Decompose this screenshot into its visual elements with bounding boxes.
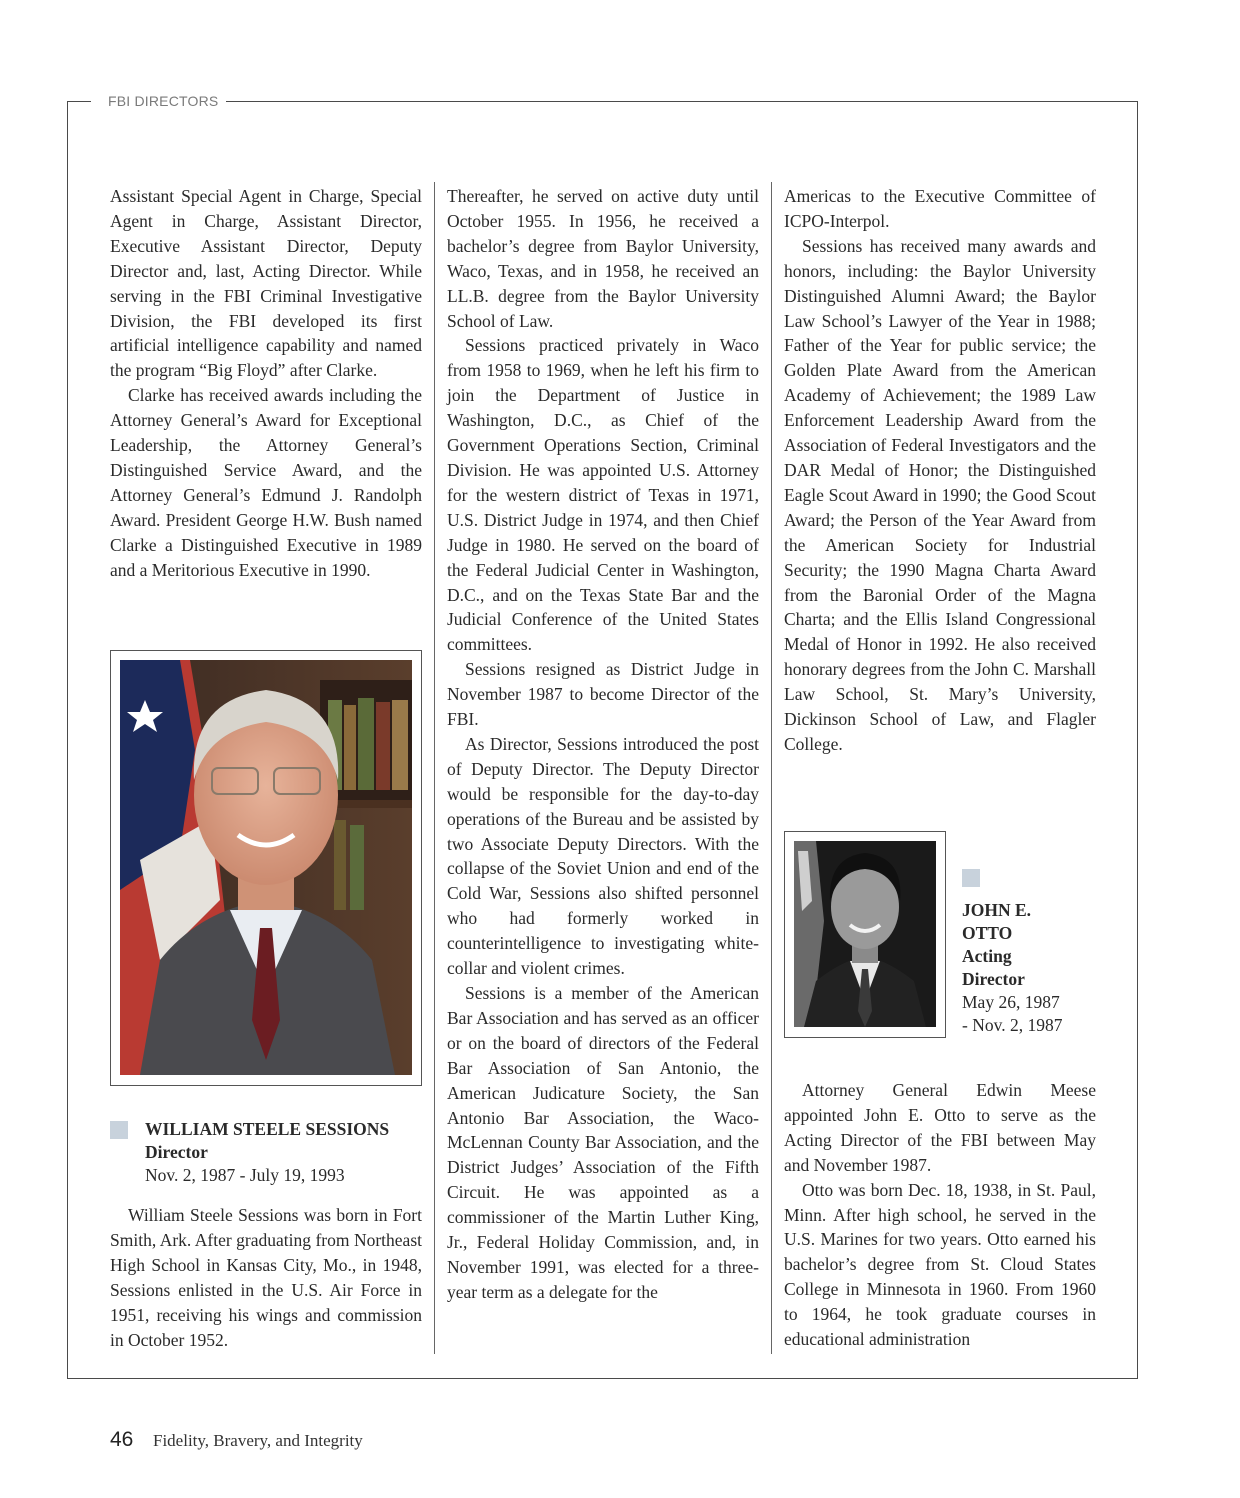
paragraph: William Steele Sessions was born in Fort Smith, Ark. After graduating from Northeast High School in Kansas City, Mo., in 1948, Sessions enlisted in the U.S. Air Force in 1951, receiving his wings and commission in October 1952. xyxy=(110,1205,422,1350)
column-1-text xyxy=(110,184,422,583)
caption-role-line2: Director xyxy=(962,969,1025,989)
column-3-bio xyxy=(784,1078,1096,1352)
caption-square-sessions xyxy=(110,1121,128,1139)
caption-name-line1: JOHN E. xyxy=(962,900,1032,920)
paragraph: As Director, Sessions introduced the post of Deputy Director. The Deputy Director would be responsible for the day-to-day operations of the Bureau and be assisted by two Associate Deputy Directors. With the collapse of the Soviet Union and end of the Cold War, Sessions also shifted personnel who had formerly worked in counterintelligence to investigating white-collar and violent crimes. xyxy=(447,733,759,979)
column-3-text xyxy=(784,184,1096,757)
book-title: Fidelity, Bravery, and Integrity xyxy=(153,1431,363,1450)
sessions-caption xyxy=(145,1118,435,1187)
portrait-photo-otto xyxy=(794,841,936,1027)
caption-role-line1: Acting xyxy=(962,946,1012,966)
portrait-photo-sessions xyxy=(120,660,412,1075)
paragraph: Clarke has received awards including the Attorney General’s Award for Exceptional Leadership, the Attorney General’s Distinguished Service Award, and the Attorney General’s Edmund J. Randolph Award. President George H.W. Bush named Clarke a Distinguished Executive in 1989 and a Meritorious Executive in 1990. xyxy=(110,385,422,580)
column-2-text xyxy=(447,184,759,1305)
page-number: 46 xyxy=(110,1428,134,1451)
caption-role: Director xyxy=(145,1142,208,1162)
frame-bottom xyxy=(67,1378,1138,1379)
frame-right xyxy=(1137,101,1138,1379)
caption-dates-line1: May 26, 1987 xyxy=(962,992,1060,1012)
paragraph: Americas to the Executive Committee of ICPO-Interpol. xyxy=(784,186,1096,231)
frame-top-left xyxy=(67,101,91,102)
column-rule-2 xyxy=(771,182,772,1354)
running-head: FBI DIRECTORS xyxy=(108,93,224,109)
paragraph: Assistant Special Agent in Charge, Special Agent in Charge, Assistant Director, Executive Assistant Director, Deputy Director and, last, Acting Director. While serving in the FBI Criminal Investigative Division, the FBI developed its first artificial intelligence capability and named the program “Big Floyd” after Clarke. xyxy=(110,186,422,381)
caption-dates-line2: - Nov. 2, 1987 xyxy=(962,1015,1063,1035)
caption-name: WILLIAM STEELE SESSIONS xyxy=(145,1119,390,1139)
paragraph: Sessions resigned as District Judge in November 1987 to become Director of the FBI. xyxy=(447,659,759,730)
paragraph: Sessions practiced privately in Waco from 1958 to 1969, when he left his firm to join the Department of Justice in Washington, D.C., as Chief of the Government Operations Section, Criminal Division. He was appointed U.S. Attorney for the western district of Texas in 1971, U.S. District Judge in 1974, and then Chief Judge in 1980. He served on the board of the Federal Judicial Center in Washington, D.C., and on the Texas State Bar and the Judicial Conference of the United States committees. xyxy=(447,335,759,655)
frame-top-right xyxy=(226,101,1138,102)
paragraph: Otto was born Dec. 18, 1938, in St. Paul, Minn. After high school, he served in the U.S. Marines for two years. Otto earned his bachelor’s degree from St. Cloud States College in Minnesota in 1960. From 1960 to 1964, he took graduate courses in educational administration xyxy=(784,1179,1096,1350)
frame-left xyxy=(67,101,68,1379)
caption-dates: Nov. 2, 1987 - July 19, 1993 xyxy=(145,1165,345,1185)
caption-name-line2: OTTO xyxy=(962,923,1013,943)
paragraph: Thereafter, he served on active duty until October 1955. In 1956, he received a bachelor’s degree from Baylor University, Waco, Texas, and in 1958, he received an LL.B. degree from the Baylor University School of Law. xyxy=(447,186,759,331)
paragraph: Attorney General Edwin Meese appointed John E. Otto to serve as the Acting Director of the FBI between May and November 1987. xyxy=(784,1080,1096,1175)
caption-square-otto xyxy=(962,869,980,887)
paragraph: Sessions is a member of the American Bar Association and has served as an officer or on the board of directors of the Federal Bar Association of San Antonio, the American Judicature Society, the San Antonio Bar Association, the Waco-McLennan County Bar Association, and the District Judges’ Association of the Fifth Circuit. He was appointed as a commissioner of the Martin Luther King, Jr., Federal Holiday Commission, and, in November 1991, was elected for a three-year term as a delegate for the xyxy=(447,983,759,1302)
column-1-bio xyxy=(110,1203,422,1352)
paragraph: Sessions has received many awards and honors, including: the Baylor University Distinguished Alumni Award; the Baylor Law School’s Lawyer of the Year in 1988; Father of the Year for public service; the Golden Plate Award from the American Academy of Achievement; the 1989 Law Enforcement Leadership Award from the Association of Federal Investigators and the DAR Medal of Honor; the Distinguished Eagle Scout Award in 1990; the Good Scout Award; the Person of the Year Award from the American Society for Industrial Security; the 1990 Magna Charta Award from the Baronial Order of the Magna Charta; and the Ellis Island Congressional Medal of Honor in 1992. He also received honorary degrees from the John C. Marshall Law School, St. Mary’s University, Dickinson School of Law, and Flagler College. xyxy=(784,235,1096,754)
otto-caption xyxy=(962,899,1127,1037)
